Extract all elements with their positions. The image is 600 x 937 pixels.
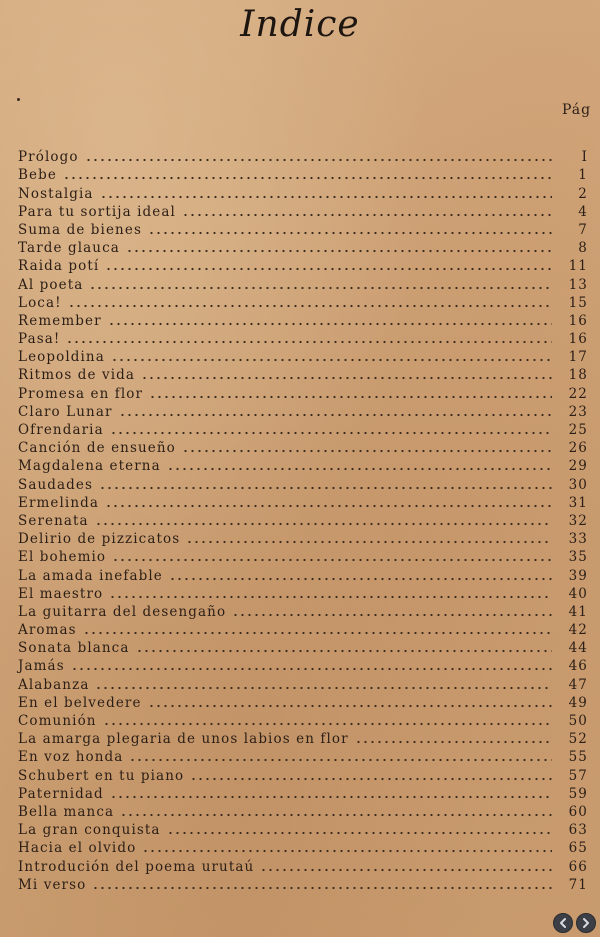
toc-entry-page: 66: [568, 858, 588, 875]
dot-leader: [103, 722, 552, 726]
toc-entry-title: Hacia el olvido: [18, 840, 137, 857]
toc-entry-title: En el belvedere: [18, 694, 142, 711]
toc-entry: [18, 366, 588, 384]
toc-entry: [18, 203, 588, 221]
dot-leader: [190, 777, 552, 781]
arrow-right-icon: [580, 917, 592, 929]
table-of-contents: [18, 148, 588, 894]
toc-entry-title: Delirio de pizzicatos: [18, 531, 181, 548]
dot-leader: [169, 577, 552, 581]
toc-entry-title: Canción de ensueño: [18, 440, 176, 457]
dot-leader: [109, 595, 552, 599]
dot-leader: [92, 886, 552, 890]
dot-leader: [66, 340, 552, 344]
toc-entry-title: La gran conquista: [18, 822, 161, 839]
toc-entry-page: 16: [568, 312, 588, 329]
toc-entry-title: La amada inefable: [18, 567, 163, 584]
toc-entry-page: 18: [568, 367, 588, 384]
toc-entry-title: La guitarra del desengaño: [18, 603, 227, 620]
toc-entry-title: Alabanza: [18, 676, 90, 693]
toc-entry: [18, 675, 588, 693]
toc-entry: [18, 294, 588, 312]
toc-entry-title: Bella manca: [18, 803, 115, 820]
dot-leader: [112, 558, 552, 562]
dot-leader: [111, 358, 552, 362]
dot-leader: [100, 195, 552, 199]
toc-entry-page: 55: [568, 749, 588, 766]
toc-entry: [18, 148, 588, 166]
dot-leader: [186, 540, 552, 544]
toc-entry-page: 41: [568, 603, 588, 620]
toc-entry: [18, 657, 588, 675]
toc-entry: [18, 821, 588, 839]
toc-entry-title: Tarde glauca: [18, 240, 120, 257]
toc-entry: [18, 384, 588, 402]
toc-entry: [18, 239, 588, 257]
toc-entry: [18, 439, 588, 457]
toc-entry-title: La amarga plegaria de unos labios en flor: [18, 731, 349, 748]
toc-entry-page: 29: [568, 458, 588, 475]
toc-entry-page: 39: [568, 567, 588, 584]
toc-entry-title: Leopoldina: [18, 349, 105, 366]
toc-entry-page: 1: [578, 167, 588, 184]
toc-entry-page: 40: [568, 585, 588, 602]
dot-leader: [71, 667, 552, 671]
toc-entry-page: 7: [578, 221, 588, 238]
toc-entry-page: 32: [568, 512, 588, 529]
toc-entry-page: 4: [578, 203, 588, 220]
dot-leader: [148, 231, 552, 235]
toc-entry-title: El bohemio: [18, 549, 107, 566]
toc-entry-title: Suma de bienes: [18, 221, 142, 238]
toc-entry-page: 49: [568, 694, 588, 711]
toc-entry: [18, 766, 588, 784]
toc-entry: [18, 403, 588, 421]
toc-entry: [18, 585, 588, 603]
toc-entry-title: Comunión: [18, 713, 97, 729]
dot-leader: [167, 467, 552, 471]
dot-leader: [95, 686, 552, 690]
toc-entry-page: 17: [568, 349, 588, 366]
toc-entry: [18, 748, 588, 766]
toc-entry: [18, 548, 588, 566]
toc-entry: [18, 730, 588, 748]
dot-leader: [105, 267, 552, 271]
dot-leader: [89, 286, 552, 290]
toc-entry-page: 35: [568, 549, 588, 566]
toc-entry: [18, 603, 588, 621]
toc-entry: [18, 694, 588, 712]
toc-entry: [18, 457, 588, 475]
dot-leader: [110, 795, 552, 799]
dot-leader: [142, 849, 552, 853]
toc-entry-page: 71: [568, 876, 588, 893]
toc-entry-page: 46: [568, 658, 588, 675]
dot-leader: [129, 758, 552, 762]
toc-entry-title: Ofrendaria: [18, 422, 104, 438]
toc-entry: [18, 803, 588, 821]
dot-leader: [126, 249, 552, 253]
toc-entry-title: El maestro: [18, 585, 104, 602]
toc-entry-page: 2: [578, 185, 588, 202]
toc-entry: [18, 639, 588, 657]
toc-entry-title: Magdalena eterna: [18, 458, 161, 475]
toc-entry-title: Remember: [18, 312, 102, 329]
toc-entry-title: En voz honda: [18, 749, 124, 766]
toc-entry-title: Pasa!: [18, 331, 61, 348]
dot-leader: [182, 449, 552, 453]
dot-leader: [148, 704, 552, 708]
toc-entry-page: 31: [568, 494, 588, 511]
toc-entry-title: Paternidad: [18, 785, 104, 802]
dot-leader: [182, 213, 552, 217]
toc-entry-page: 63: [568, 822, 588, 839]
next-page-button[interactable]: [576, 913, 596, 933]
dot-leader: [232, 613, 552, 617]
dot-leader: [110, 431, 552, 435]
dot-leader: [63, 176, 552, 180]
dot-leader: [167, 831, 552, 835]
toc-entry-title: Claro Lunar: [18, 403, 113, 420]
toc-entry: [18, 275, 588, 293]
dot-leader: [99, 486, 552, 490]
toc-entry: [18, 312, 588, 330]
toc-entry: [18, 421, 588, 439]
toc-entry-page: 22: [568, 385, 588, 402]
toc-entry-page: 26: [568, 440, 588, 457]
toc-entry-page: 11: [568, 258, 588, 275]
dot-leader: [149, 395, 552, 399]
toc-entry: [18, 494, 588, 512]
dot-leader: [141, 376, 552, 380]
toc-entry-page: 25: [568, 422, 588, 438]
toc-entry: [18, 712, 588, 730]
toc-entry-title: Sonata blanca: [18, 640, 130, 657]
toc-entry: [18, 330, 588, 348]
toc-entry: [18, 166, 588, 184]
toc-entry-title: Nostalgia: [18, 185, 94, 202]
toc-entry-page: 8: [578, 240, 588, 257]
page-title: Indice: [240, 4, 360, 45]
toc-entry-page: 50: [568, 713, 588, 729]
toc-entry-title: Para tu sortija ideal: [18, 203, 176, 220]
toc-entry: [18, 257, 588, 275]
dot-leader: [120, 813, 552, 817]
page-column-label: Pág: [562, 102, 592, 118]
toc-entry: [18, 621, 588, 639]
toc-entry-page: 30: [568, 476, 588, 493]
dot-leader: [105, 504, 552, 508]
toc-entry-title: Aromas: [18, 622, 77, 639]
toc-entry: [18, 857, 588, 875]
toc-entry-page: 15: [568, 294, 588, 311]
toc-entry-page: 23: [568, 403, 588, 420]
toc-entry-title: Saudades: [18, 476, 94, 493]
toc-entry-title: Ermelinda: [18, 494, 100, 511]
dot-leader: [108, 322, 552, 326]
toc-entry: [18, 566, 588, 584]
dot-leader: [119, 413, 552, 417]
toc-entry: [18, 839, 588, 857]
toc-entry-title: Loca!: [18, 294, 62, 311]
toc-entry-page: 52: [568, 731, 588, 748]
toc-entry-page: 33: [568, 531, 588, 548]
toc-entry: [18, 184, 588, 202]
toc-entry-page: 44: [568, 640, 588, 657]
toc-entry-page: 42: [568, 622, 588, 639]
toc-entry-title: Introdución del poema urutaú: [18, 858, 255, 875]
dot-leader: [260, 868, 552, 872]
toc-entry-title: Promesa en flor: [18, 385, 144, 402]
toc-entry-page: 16: [568, 331, 588, 348]
toc-entry-title: Raida potí: [18, 258, 100, 275]
toc-entry: [18, 348, 588, 366]
previous-page-button[interactable]: [553, 913, 573, 933]
toc-entry-page: 13: [568, 276, 588, 293]
dot-leader: [68, 304, 552, 308]
toc-entry-page: 47: [568, 676, 588, 693]
toc-entry-title: Serenata: [18, 512, 89, 529]
toc-entry-page: 57: [568, 767, 588, 784]
toc-entry-title: Ritmos de vida: [18, 367, 136, 384]
toc-entry: [18, 475, 588, 493]
toc-entry-title: Al poeta: [18, 276, 84, 293]
toc-entry-title: Mi verso: [18, 876, 87, 893]
dot-leader: [355, 740, 552, 744]
toc-entry-page: 65: [568, 840, 588, 857]
dot-leader: [95, 522, 552, 526]
toc-entry: [18, 221, 588, 239]
dot-leader: [136, 649, 553, 653]
dot-leader: [85, 158, 552, 162]
toc-entry-title: Bebe: [18, 167, 57, 184]
toc-entry-title: Jamás: [18, 658, 65, 675]
toc-entry: [18, 876, 588, 894]
toc-entry-page: 59: [568, 785, 588, 802]
toc-entry: [18, 512, 588, 530]
toc-entry-page: I: [581, 149, 588, 166]
toc-entry-page: 60: [568, 803, 588, 820]
arrow-left-icon: [557, 917, 569, 929]
toc-entry: [18, 785, 588, 803]
toc-entry: [18, 530, 588, 548]
ink-speck: [17, 98, 20, 101]
toc-entry-title: Schubert en tu piano: [18, 767, 185, 784]
toc-entry-title: Prólogo: [18, 149, 79, 166]
dot-leader: [83, 631, 552, 635]
